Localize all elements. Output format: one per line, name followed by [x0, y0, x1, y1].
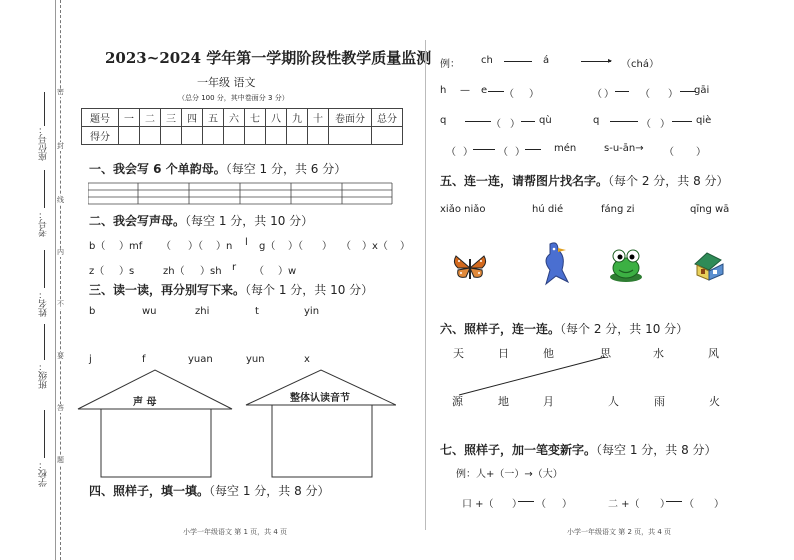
score-header-cell: 八 [266, 109, 287, 127]
pinyin-word-frog[interactable]: qīng wā [690, 204, 730, 215]
fill-item: q [440, 115, 447, 126]
stroke-item-b-open: （ [684, 499, 694, 510]
score-table-score-row [82, 127, 403, 145]
seat-field[interactable] [44, 92, 45, 126]
initial-consonant-item: （ [161, 241, 171, 252]
answer-blank[interactable] [650, 84, 664, 98]
example-initial: ch [481, 55, 493, 66]
pinyin-word-house[interactable]: fáng zi [601, 204, 635, 215]
initials-answer-area[interactable] [103, 411, 209, 473]
fill-item: q [593, 115, 600, 126]
section-7-example: 例：人+（一）→（大） [456, 469, 563, 480]
section-7-heading: 七、照样子，加一笔变新字。 [440, 443, 597, 457]
school-label: 学校： [39, 460, 49, 487]
fill-arrow [525, 149, 541, 150]
syllable-item: j [89, 354, 92, 365]
syllable-item: yuan [188, 354, 213, 365]
score-table [81, 108, 403, 145]
score-table-header-row [82, 109, 403, 127]
bottom-character[interactable]: 月 [543, 395, 554, 408]
page-divider [425, 40, 426, 530]
fill-item: ） [668, 89, 678, 100]
section-3-title [89, 281, 373, 298]
seal-mark: 不 [57, 300, 64, 308]
fill-item: e [481, 85, 488, 96]
stroke-item-a: 口 +（ [462, 499, 494, 510]
fill-dash [615, 91, 629, 92]
score-header-cell: 三 [161, 109, 182, 127]
fill-item: ） [463, 147, 473, 158]
example-dash [504, 61, 532, 62]
fill-item: mén [554, 143, 577, 154]
fill-item: （ [640, 89, 650, 100]
section-6-title [440, 320, 688, 337]
seal-mark: 内 [57, 248, 64, 256]
example-label: 例： [440, 59, 460, 70]
seal-mark: 题 [57, 456, 64, 464]
initial-consonant-item: ）（ [188, 241, 203, 252]
section-4-title [89, 482, 330, 499]
binding-edge-line [55, 0, 56, 560]
fill-item: （ [592, 89, 602, 100]
seal-mark: 答 [57, 404, 64, 412]
four-line-writing-grid[interactable] [88, 182, 393, 206]
section-7-title [440, 441, 717, 458]
fill-item: — [460, 85, 470, 96]
initial-consonant-item: zh（ [163, 266, 185, 277]
top-character[interactable]: 日 [498, 347, 509, 360]
score-cell[interactable] [266, 127, 287, 145]
top-character[interactable]: 他 [543, 347, 554, 360]
fill-item: ） [696, 147, 706, 158]
fill-item: ） [660, 119, 670, 130]
score-cell[interactable] [140, 127, 161, 145]
top-character[interactable]: 思 [600, 347, 611, 360]
section-6-heading: 六、照样子，连一连。 [440, 322, 561, 336]
fill-item: s-u-ān→ [604, 143, 644, 154]
exam-no-label: 考号： [39, 210, 49, 237]
fill-arrow [521, 121, 535, 122]
score-header-cell: 十 [308, 109, 329, 127]
initial-consonant-item: z（ [89, 266, 105, 277]
initial-consonant-item: l [245, 237, 248, 248]
section-6-note: （每个 2 分，共 10 分） [560, 322, 689, 336]
bottom-character[interactable]: 源 [452, 395, 463, 408]
house-label-initials: 声 母 [133, 397, 157, 408]
fill-dash [465, 121, 491, 122]
name-label: 姓名： [39, 290, 49, 317]
exam-no-field[interactable] [44, 170, 45, 208]
score-header-cell: 二 [140, 109, 161, 127]
section-3-heading: 三、读一读，再分别写下来。 [89, 283, 246, 297]
section-5-heading: 五、连一连，请帮图片找名字。 [440, 174, 609, 188]
syllable-item: yun [246, 354, 265, 365]
syllable-item: yin [304, 306, 320, 317]
fill-item: （ [504, 89, 514, 100]
answer-blank[interactable] [492, 494, 512, 508]
score-header-cell: 题号 [82, 109, 119, 127]
section-5-note: （每个 2 分，共 8 分） [608, 174, 729, 188]
top-character[interactable]: 水 [653, 347, 664, 360]
answer-blank[interactable] [514, 84, 530, 98]
score-header-cell: 六 [224, 109, 245, 127]
syllable-item: zhi [195, 306, 210, 317]
syllable-item: f [142, 354, 146, 365]
stroke-item-a-end: ） [562, 499, 572, 510]
initial-consonant-item: （ [341, 241, 351, 252]
exam-title: 2023~2024 学年第一学期阶段性教学质量监测 [105, 49, 432, 67]
score-cell[interactable] [308, 127, 329, 145]
seal-mark: 封 [57, 142, 64, 150]
seal-mark: 线 [57, 196, 64, 204]
butterfly-picture[interactable] [452, 253, 488, 283]
initial-consonant-item: ） [400, 241, 410, 252]
fill-item: ） [529, 89, 539, 100]
section-1-note: （每空 1 分，共 6 分） [225, 162, 347, 176]
fill-item: qiè [696, 115, 712, 126]
score-row-label: 得分 [82, 127, 119, 145]
name-field[interactable] [44, 250, 45, 288]
score-header-cell: 一 [119, 109, 140, 127]
whole-syllables-answer-area[interactable] [274, 407, 370, 473]
fill-dash [473, 149, 495, 150]
page-footer-right: 小学一年级语文 第 2 页，共 4 页 [567, 528, 672, 536]
bottom-character[interactable]: 人 [608, 395, 619, 408]
stroke-arrow [518, 501, 534, 502]
school-field[interactable] [44, 410, 45, 458]
fill-item: （ [664, 147, 674, 158]
fill-arrow [488, 91, 504, 92]
example-arrow [581, 61, 611, 62]
fill-item: qù [539, 115, 552, 126]
section-4-heading: 四、照样子，填一填。 [89, 484, 210, 498]
fill-item: （ [641, 119, 651, 130]
section-5-title [440, 172, 729, 189]
initial-consonant-item: b（ [89, 241, 106, 252]
score-cell[interactable] [203, 127, 224, 145]
binding-cut-line [60, 0, 61, 560]
pinyin-word-bird[interactable]: xiǎo niǎo [440, 204, 486, 215]
pinyin-word-butterfly[interactable]: hú dié [532, 204, 564, 215]
example-final: á [543, 55, 550, 66]
syllable-item: x [304, 354, 310, 365]
initial-consonant-item: ）s [119, 266, 135, 277]
answer-blank[interactable] [674, 142, 698, 156]
initial-consonant-item: ） [322, 241, 332, 252]
fill-item: （ [446, 147, 456, 158]
seal-mark: 要 [57, 352, 64, 360]
score-cell[interactable] [372, 127, 403, 145]
bottom-character[interactable]: 火 [709, 395, 720, 408]
stroke-item-a-open: （ [536, 499, 546, 510]
initial-consonant-item: ）w [278, 266, 297, 277]
initial-consonant-item: ）（ [288, 241, 303, 252]
bird-picture[interactable] [536, 240, 572, 286]
section-4-note: （每空 1 分，共 8 分） [209, 484, 330, 498]
example-connect-line [455, 355, 615, 400]
grade-subject: 一年级 语文 [197, 76, 256, 89]
syllable-item: b [89, 306, 96, 317]
fill-item: ） [515, 147, 525, 158]
class-field[interactable] [44, 324, 45, 360]
section-7-note: （每空 1 分，共 8 分） [596, 443, 717, 457]
seat-label: 座位号： [39, 125, 49, 161]
class-label: 班级： [39, 362, 49, 389]
score-header-cell: 总分 [372, 109, 403, 127]
score-header-cell: 九 [287, 109, 308, 127]
answer-blank[interactable] [694, 494, 714, 508]
score-cell[interactable] [224, 127, 245, 145]
section-2-note: （每空 1 分，共 10 分） [185, 214, 314, 228]
section-3-note: （每个 1 分，共 10 分） [245, 283, 374, 297]
score-header-cell: 四 [182, 109, 203, 127]
top-character[interactable]: 天 [453, 347, 464, 360]
fill-item: （ [498, 147, 508, 158]
section-1-heading: 一、我会写 6 个单韵母。 [89, 162, 226, 176]
section-2-title [89, 212, 313, 229]
page-footer-left: 小学一年级语文 第 1 页，共 4 页 [183, 528, 288, 536]
arrow-head-icon: ▸ [608, 56, 613, 65]
score-note: （总分 100 分，其中卷面分 3 分） [178, 94, 289, 102]
initial-consonant-item: （ [254, 266, 264, 277]
stroke-item-b-close: ） [660, 499, 670, 510]
bottom-character[interactable]: 雨 [654, 395, 665, 408]
fill-dash [610, 121, 638, 122]
fill-item: （ [491, 119, 501, 130]
score-header-cell: 五 [203, 109, 224, 127]
stroke-item-a-close: ） [512, 499, 522, 510]
frog-picture[interactable] [608, 246, 644, 284]
house-label-whole-syllables: 整体认读音节 [290, 393, 350, 404]
answer-blank[interactable] [638, 494, 662, 508]
score-cell[interactable] [287, 127, 308, 145]
example-result: （chá） [621, 59, 659, 70]
fill-arrow [672, 121, 692, 122]
house-picture[interactable] [693, 250, 727, 282]
initial-consonant-item: ）n [216, 241, 233, 252]
syllable-item: t [255, 306, 259, 317]
score-cell[interactable] [119, 127, 140, 145]
initial-consonant-item: g（ [259, 241, 276, 252]
seal-mark: 密 [57, 88, 64, 96]
stroke-item-b-end: ） [714, 499, 724, 510]
top-character[interactable]: 风 [708, 347, 719, 360]
fill-item: gāi [694, 85, 710, 96]
section-1-title [89, 160, 346, 177]
section-2-heading: 二、我会写声母。 [89, 214, 186, 228]
stroke-arrow [666, 501, 682, 502]
score-header-cell: 七 [245, 109, 266, 127]
fill-item: ） [510, 119, 520, 130]
score-cell[interactable] [245, 127, 266, 145]
initial-consonant-item: ）mf [119, 241, 143, 252]
fill-item: ） [604, 89, 614, 100]
syllable-item: wu [142, 306, 157, 317]
score-header-cell: 卷面分 [329, 109, 372, 127]
initial-consonant-item: ）x（ [362, 241, 388, 252]
score-cell[interactable] [182, 127, 203, 145]
bottom-character[interactable]: 地 [498, 395, 509, 408]
initial-consonant-item: r [232, 262, 237, 273]
score-cell[interactable] [329, 127, 372, 145]
stroke-item-b: 二 +（ [608, 499, 640, 510]
fill-item: h [440, 85, 447, 96]
score-cell[interactable] [161, 127, 182, 145]
initial-consonant-item: ）sh [200, 266, 222, 277]
